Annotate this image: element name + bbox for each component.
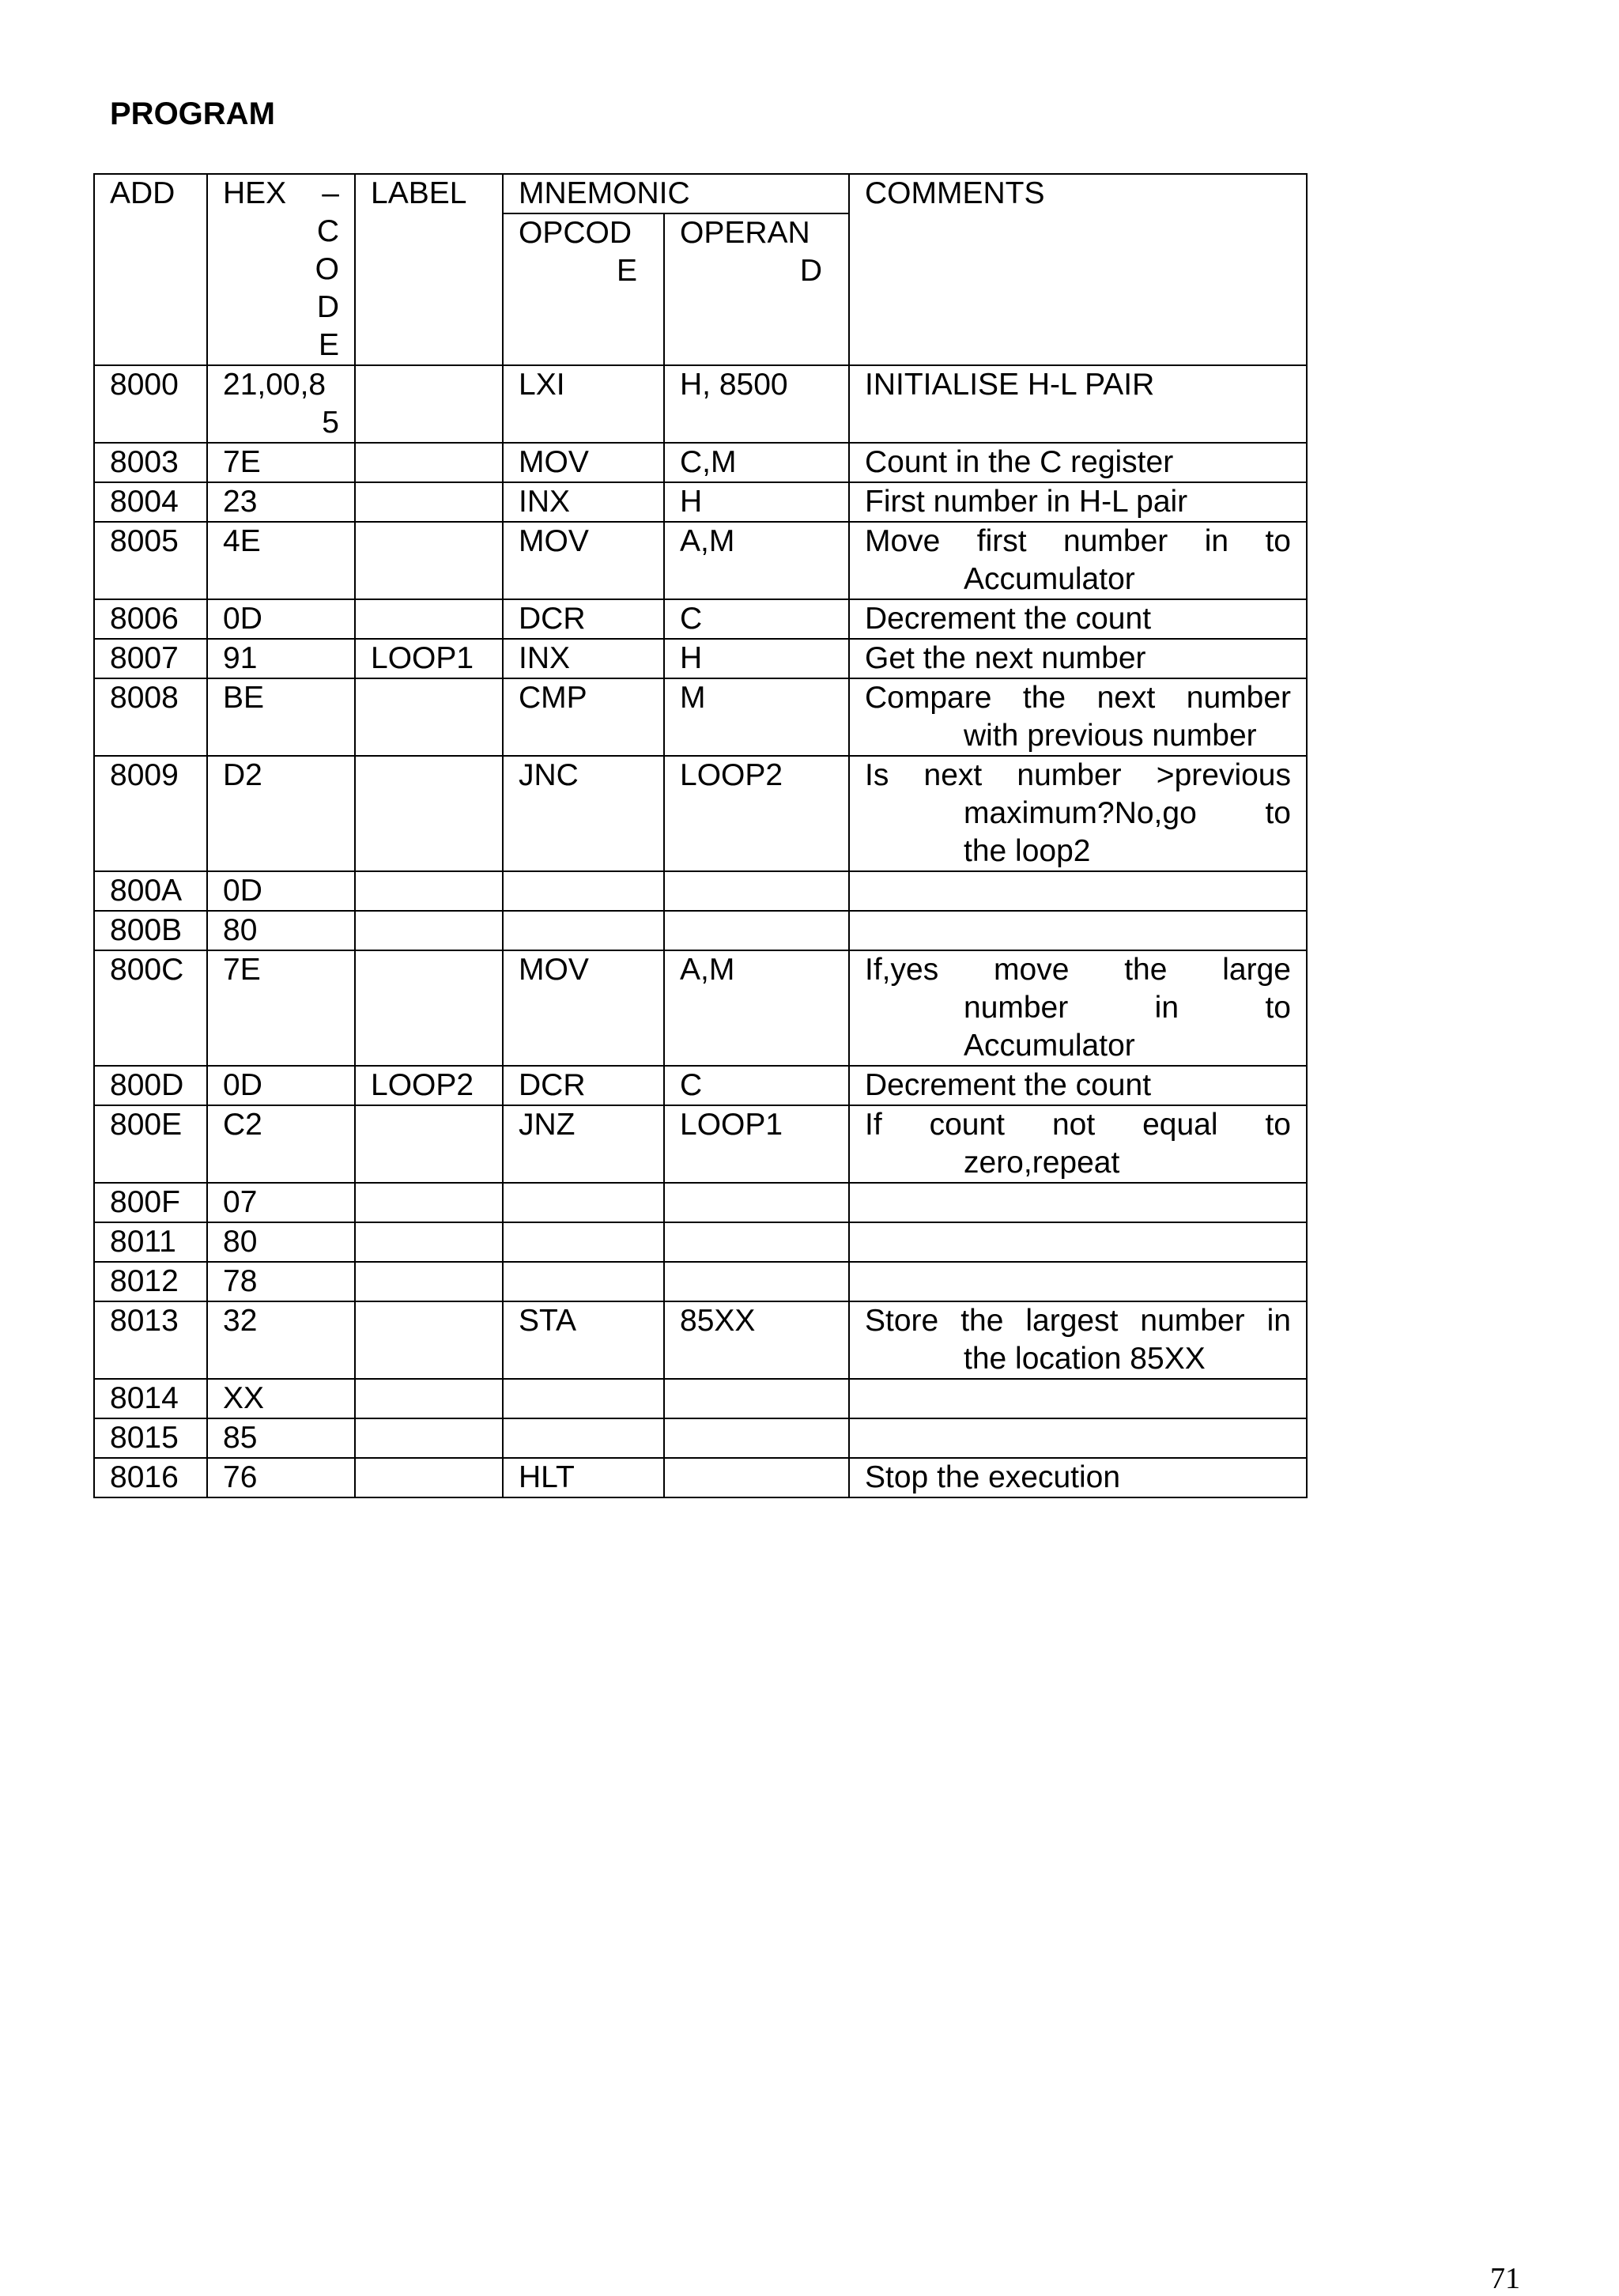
cell-opcode: JNC: [503, 756, 664, 871]
table-row: [94, 1379, 1307, 1418]
cell-hex: 78: [207, 1262, 355, 1301]
cell-add: 8006: [94, 599, 207, 639]
table-row: [94, 1418, 1307, 1458]
cell-label: [355, 1418, 503, 1458]
header-operand-text: OPERAN D: [680, 216, 822, 288]
cell-label: [355, 756, 503, 871]
cell-comment: Is next number >previous maximum?No,go to the loop2: [849, 756, 1307, 871]
header-add: ADD: [94, 174, 207, 365]
cell-hex: 7E: [207, 950, 355, 1066]
cell-add: 800B: [94, 911, 207, 950]
cell-comment: [849, 1379, 1307, 1418]
cell-opcode: MOV: [503, 950, 664, 1066]
cell-hex: BE: [207, 678, 355, 756]
table-row: [94, 482, 1307, 522]
cell-opcode: MOV: [503, 522, 664, 599]
header-hex-code-text: HEX – C O D E: [223, 176, 339, 362]
table-row: [94, 522, 1307, 599]
cell-add: 8013: [94, 1301, 207, 1379]
cell-hex: 21,00,8 5: [207, 365, 355, 443]
cell-opcode: STA: [503, 1301, 664, 1379]
cell-label: [355, 871, 503, 911]
cell-add: 8007: [94, 639, 207, 678]
header-opcode: [503, 213, 664, 365]
cell-operand: 85XX: [664, 1301, 849, 1379]
cell-operand: LOOP2: [664, 756, 849, 871]
cell-comment: Compare the next number with previous number: [849, 678, 1307, 756]
cell-opcode: CMP: [503, 678, 664, 756]
cell-operand: [664, 1418, 849, 1458]
program-table-body: [94, 174, 1307, 1497]
cell-label: [355, 599, 503, 639]
cell-opcode: [503, 1262, 664, 1301]
header-operand: [664, 213, 849, 365]
table-row: [94, 1066, 1307, 1105]
cell-operand: [664, 871, 849, 911]
table-row: [94, 756, 1307, 871]
header-comments: COMMENTS: [849, 174, 1307, 365]
cell-operand: H: [664, 639, 849, 678]
cell-opcode: DCR: [503, 599, 664, 639]
cell-comment: Move first number in to Accumulator: [849, 522, 1307, 599]
table-row: [94, 1183, 1307, 1222]
page-heading: PROGRAM: [110, 96, 275, 131]
cell-comment: Store the largest number in the location 85XX: [849, 1301, 1307, 1379]
cell-label: [355, 1183, 503, 1222]
cell-opcode: DCR: [503, 1066, 664, 1105]
cell-hex: 32: [207, 1301, 355, 1379]
cell-comment: Decrement the count: [849, 599, 1307, 639]
cell-operand: [664, 1262, 849, 1301]
cell-label: [355, 1301, 503, 1379]
cell-opcode: [503, 1183, 664, 1222]
cell-opcode: MOV: [503, 443, 664, 482]
cell-operand: [664, 1458, 849, 1497]
cell-operand: H, 8500: [664, 365, 849, 443]
cell-operand: [664, 1183, 849, 1222]
cell-label: [355, 1458, 503, 1497]
header-mnemonic: MNEMONIC: [503, 174, 849, 213]
header-opcode-text: OPCOD E: [519, 216, 637, 288]
cell-opcode: [503, 911, 664, 950]
cell-add: 8011: [94, 1222, 207, 1262]
cell-comment: INITIALISE H-L PAIR: [849, 365, 1307, 443]
cell-operand: C: [664, 599, 849, 639]
cell-add: 8012: [94, 1262, 207, 1301]
cell-opcode: JNZ: [503, 1105, 664, 1183]
cell-operand: A,M: [664, 522, 849, 599]
cell-add: 800C: [94, 950, 207, 1066]
table-row: [94, 1458, 1307, 1497]
program-table: [93, 173, 1308, 1498]
table-row: [94, 871, 1307, 911]
cell-hex: 23: [207, 482, 355, 522]
cell-operand: C: [664, 1066, 849, 1105]
cell-opcode: [503, 1222, 664, 1262]
cell-hex: 80: [207, 911, 355, 950]
cell-comment: [849, 1262, 1307, 1301]
header-row: [94, 174, 1307, 213]
cell-comment: First number in H-L pair: [849, 482, 1307, 522]
cell-hex: 76: [207, 1458, 355, 1497]
table-row: [94, 950, 1307, 1066]
cell-opcode: INX: [503, 482, 664, 522]
cell-opcode: [503, 1418, 664, 1458]
cell-comment: If count not equal to zero,repeat: [849, 1105, 1307, 1183]
cell-hex: 0D: [207, 599, 355, 639]
table-row: [94, 678, 1307, 756]
cell-label: [355, 950, 503, 1066]
cell-hex: 7E: [207, 443, 355, 482]
cell-comment: If,yes move the large number in to Accumulator: [849, 950, 1307, 1066]
cell-hex: C2: [207, 1105, 355, 1183]
cell-hex: XX: [207, 1379, 355, 1418]
cell-opcode: [503, 1379, 664, 1418]
cell-add: 8004: [94, 482, 207, 522]
cell-comment: [849, 1222, 1307, 1262]
page-number: 71: [1490, 2262, 1520, 2295]
cell-add: 800A: [94, 871, 207, 911]
table-row: [94, 1105, 1307, 1183]
cell-comment: [849, 871, 1307, 911]
cell-opcode: LXI: [503, 365, 664, 443]
cell-opcode: INX: [503, 639, 664, 678]
cell-operand: [664, 911, 849, 950]
cell-hex: 4E: [207, 522, 355, 599]
table-row: [94, 599, 1307, 639]
cell-opcode: HLT: [503, 1458, 664, 1497]
cell-comment: Decrement the count: [849, 1066, 1307, 1105]
cell-label: [355, 1105, 503, 1183]
cell-hex: 85: [207, 1418, 355, 1458]
cell-operand: C,M: [664, 443, 849, 482]
cell-add: 8000: [94, 365, 207, 443]
table-row: [94, 911, 1307, 950]
table-row: [94, 639, 1307, 678]
cell-label: [355, 522, 503, 599]
cell-add: 8014: [94, 1379, 207, 1418]
cell-add: 800E: [94, 1105, 207, 1183]
cell-label: [355, 365, 503, 443]
cell-label: LOOP2: [355, 1066, 503, 1105]
cell-hex: 0D: [207, 871, 355, 911]
cell-add: 8016: [94, 1458, 207, 1497]
cell-add: 800F: [94, 1183, 207, 1222]
cell-operand: M: [664, 678, 849, 756]
cell-comment: [849, 1418, 1307, 1458]
cell-label: [355, 1379, 503, 1418]
cell-label: [355, 1222, 503, 1262]
cell-operand: H: [664, 482, 849, 522]
table-row: [94, 1301, 1307, 1379]
cell-add: 8015: [94, 1418, 207, 1458]
table-row: [94, 365, 1307, 443]
cell-hex: D2: [207, 756, 355, 871]
table-row: [94, 1222, 1307, 1262]
cell-operand: A,M: [664, 950, 849, 1066]
cell-label: [355, 911, 503, 950]
cell-comment: [849, 1183, 1307, 1222]
cell-label: [355, 443, 503, 482]
header-hex-code: [207, 174, 355, 365]
cell-label: [355, 678, 503, 756]
cell-comment: Get the next number: [849, 639, 1307, 678]
cell-comment: Count in the C register: [849, 443, 1307, 482]
cell-add: 8009: [94, 756, 207, 871]
cell-operand: LOOP1: [664, 1105, 849, 1183]
cell-label: LOOP1: [355, 639, 503, 678]
cell-comment: Stop the execution: [849, 1458, 1307, 1497]
cell-comment: [849, 911, 1307, 950]
cell-add: 8003: [94, 443, 207, 482]
cell-opcode: [503, 871, 664, 911]
cell-add: 800D: [94, 1066, 207, 1105]
table-row: [94, 443, 1307, 482]
cell-add: 8008: [94, 678, 207, 756]
cell-hex: 91: [207, 639, 355, 678]
header-label: LABEL: [355, 174, 503, 365]
cell-hex: 80: [207, 1222, 355, 1262]
cell-hex: 0D: [207, 1066, 355, 1105]
cell-operand: [664, 1379, 849, 1418]
cell-operand: [664, 1222, 849, 1262]
cell-label: [355, 482, 503, 522]
cell-hex: 07: [207, 1183, 355, 1222]
cell-label: [355, 1262, 503, 1301]
cell-add: 8005: [94, 522, 207, 599]
table-row: [94, 1262, 1307, 1301]
